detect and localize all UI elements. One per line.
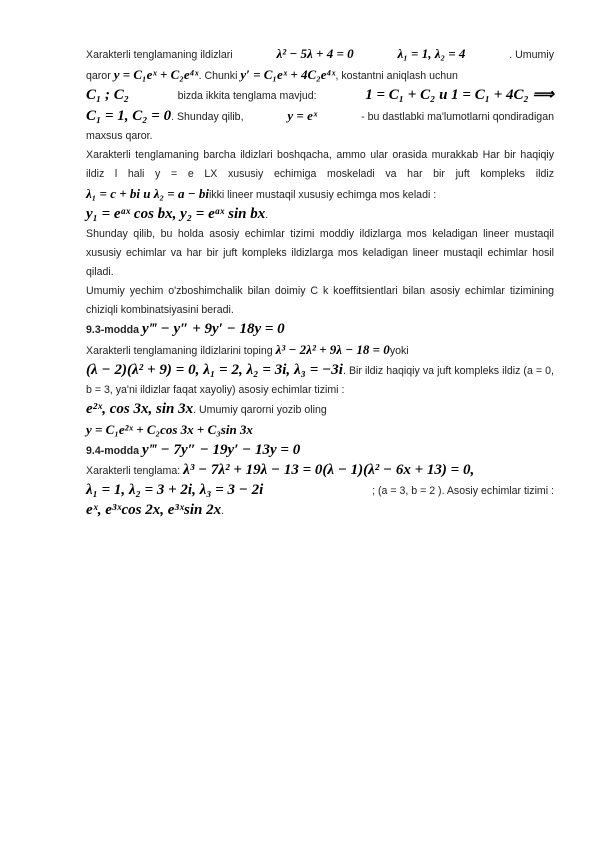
paragraph-general-solution: Umumiy yechim o'zboshimchalik bilan doimiy C k koeffitsientlari bilan asosiy echimlar tizimining chiziqli kombinatsiyasini beradi. [86, 285, 554, 316]
paragraph-fundamental-system: Shunday qilib, bu holda asosiy echimlar tizimi moddiy ildizlarga mos keladigan lineer mustaqil xususiy echimlar va har bir juft kompleks ildizlarga mos keladigan lineer mustaqil echimlar hosil qiladi. [86, 228, 554, 278]
paragraph-complex-roots [86, 146, 554, 225]
formula-char-equation: λ² − 5λ + 4 = 0 [276, 46, 354, 61]
text-fragment: . Umumiy [509, 49, 554, 61]
text-fragment: qaror [86, 70, 111, 82]
text-line [86, 501, 554, 521]
text-fragment: . [221, 505, 225, 517]
formula-basis: eˣ, e³ˣcos 2x, e³ˣsin 2x [86, 502, 222, 518]
formula-ode: y‴ − y″ + 9y′ − 18y = 0 [141, 321, 285, 337]
formula-complex-roots: λ₁ = c + bi u λ₂ = a − bi [86, 186, 209, 201]
example-9-3 [86, 320, 554, 441]
text-fragment: . Bir ildiz haqiqiy va juft kompleks ildiz (a = 0, b = 3, ya'ni ildizlar faqat xayoliy) asosiy echimlar tizimi : [86, 365, 554, 396]
paragraph-characteristic-example [86, 44, 554, 146]
text-fragment: . [265, 209, 269, 221]
formula-roots: λ₁ = 1, λ₂ = 4 [397, 46, 466, 61]
text-line [86, 205, 554, 225]
formula-complex-solutions: y₁ = eᵃˣ cos bx, y₂ = eᵃˣ sin bx [86, 206, 266, 222]
text-fragment: Xarakterli tenglamaning barcha ildizlari boshqacha, ammo ular orasida murakkab Har bir haqiqiy ildiz l hali y = e LX xususiy echimiga moskeladi va har bir juft kompleks ildiz [86, 149, 554, 180]
text-fragment: ; (a = 3, b = 2 ). Asosiy echimlar tizimi : [372, 485, 554, 497]
formula-constant-values: C₁ = 1, C₂ = 0 [86, 108, 172, 124]
text-block [86, 362, 554, 396]
text-fragment: yoki [389, 345, 409, 357]
text-line [86, 461, 554, 481]
text-line [86, 320, 554, 340]
text-line [86, 420, 554, 441]
text-line [86, 340, 554, 361]
formula-particular-solution: y = eˣ [287, 108, 318, 123]
document-page [86, 44, 554, 521]
text-line [86, 86, 554, 106]
formula-system: 1 = C₁ + C₂ u 1 = C₁ + 4C₂ ⟹ [365, 87, 554, 103]
text-fragment: bizda ikkita tenglama mavjud: [177, 90, 317, 102]
formula-roots: (λ − 2)(λ² + 9) = 0, λ₁ = 2, λ₂ = 3i, λ₃ = −3i [86, 362, 343, 378]
text-fragment: Xarakterli tenglamaning ildizlarini toping [86, 345, 273, 357]
text-line [86, 44, 554, 65]
text-fragment: . Umumiy qarorni yozib oling [193, 404, 327, 416]
example-heading: 9.3-modda [86, 324, 139, 336]
example-heading: 9.4-modda [86, 445, 139, 457]
text-fragment: . Shunday qilib, [171, 111, 244, 123]
example-9-4 [86, 441, 554, 521]
text-line [86, 441, 554, 461]
text-fragment: Xarakterli tenglamaning ildizlari [86, 49, 233, 61]
text-line [86, 65, 554, 86]
formula-general-solution: y = C₁eˣ + C₂e⁴ˣ [113, 67, 199, 82]
formula-roots: λ₁ = 1, λ₂ = 3 + 2i, λ₃ = 3 − 2i [86, 482, 264, 498]
text-fragment: Xarakterli tenglama: [86, 465, 181, 477]
text-fragment: ikki lineer mustaqil xususiy echimga mos keladi : [208, 189, 437, 201]
text-fragment: , kostantni aniqlash uchun [335, 70, 458, 82]
formula-basis: e²ˣ, cos 3x, sin 3x [86, 401, 194, 417]
text-line [86, 106, 554, 127]
formula-constants: C₁ ; C₂ [86, 87, 129, 103]
text-line [86, 481, 554, 501]
text-line [86, 400, 554, 420]
formula-general-solution: y = C₁e²ˣ + C₂cos 3x + C₃sin 3x [86, 422, 253, 437]
formula-char-equation: λ³ − 7λ² + 19λ − 13 = 0(λ − 1)(λ² − 6x + 13) = 0, [183, 462, 475, 478]
formula-ode: y‴ − 7y″ − 19y′ − 13y = 0 [141, 442, 301, 458]
text-line: maxsus qaror. [86, 130, 153, 142]
formula-derivative: y′ = C₁eˣ + 4C₂e⁴ˣ [240, 67, 336, 82]
text-fragment: - bu dastlabki ma'lumotlarni qondiradigan [361, 111, 554, 123]
text-fragment: . Chunki [198, 70, 238, 82]
formula-char-equation: λ³ − 2λ² + 9λ − 18 = 0 [275, 342, 390, 357]
